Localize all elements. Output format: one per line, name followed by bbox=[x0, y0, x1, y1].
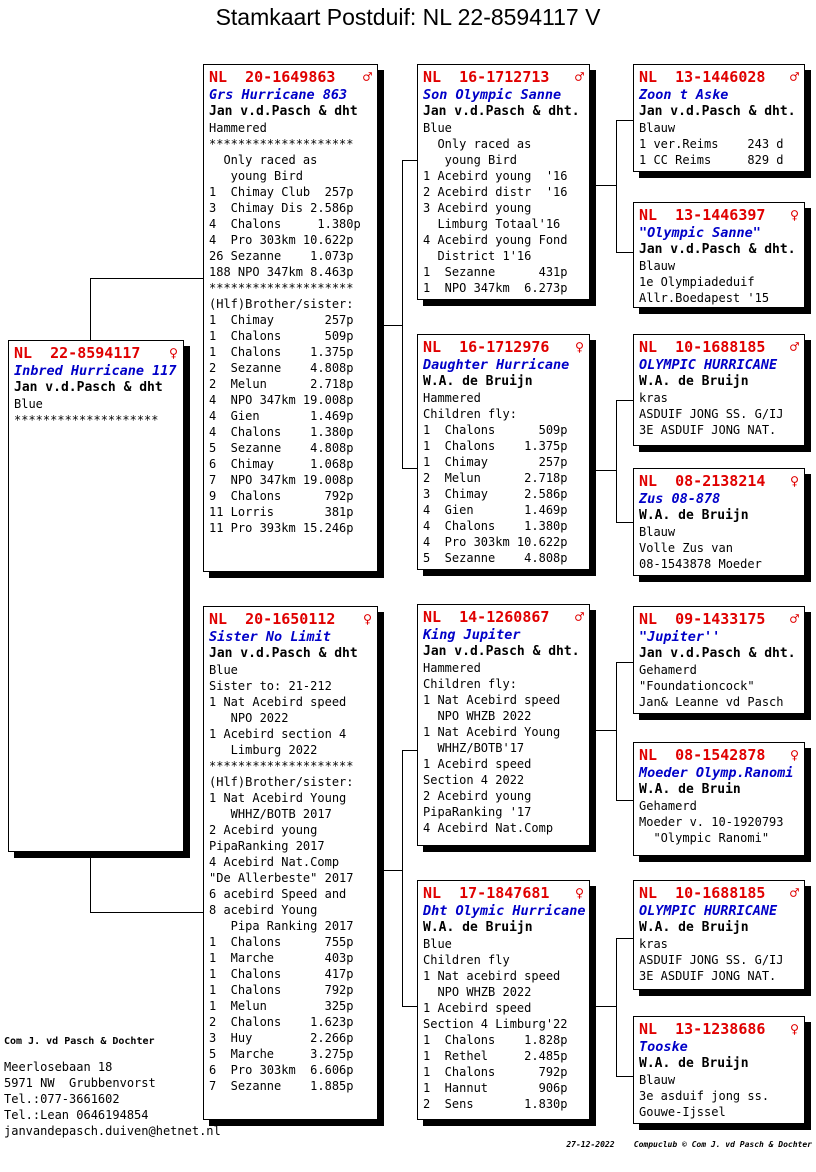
card-line: 1 Nat acebird speed bbox=[423, 969, 561, 983]
sex-icon: ♀ bbox=[574, 884, 584, 902]
connector bbox=[90, 278, 203, 279]
pigeon-card-ff-sire[interactable] bbox=[633, 64, 805, 172]
pigeon-name: Grs Hurricane 863 bbox=[209, 87, 348, 103]
card-line: 6 acebird Speed and bbox=[209, 887, 347, 901]
card-line: 26 Sezanne 1.073p bbox=[209, 249, 354, 263]
card-line: Blauw bbox=[639, 259, 676, 273]
card-line: 4 Chalons 1.380p bbox=[209, 425, 354, 439]
card-header bbox=[639, 337, 799, 357]
card-line: Blue bbox=[423, 937, 452, 951]
sex-icon: ♀ bbox=[789, 206, 799, 224]
card-header bbox=[639, 745, 799, 765]
connector bbox=[616, 522, 633, 523]
card-header bbox=[423, 883, 584, 903]
pigeon-name: "Jupiter'' bbox=[639, 629, 721, 645]
card-line: 2 Melun 2.718p bbox=[423, 471, 568, 485]
sex-icon: ♀ bbox=[789, 472, 799, 490]
connector bbox=[402, 160, 417, 161]
card-line: Limburg 2022 bbox=[209, 743, 318, 757]
card-line: 1e Olympiadeduif bbox=[639, 275, 755, 289]
connector bbox=[616, 400, 633, 401]
card-line: 1 Acebird speed bbox=[423, 1001, 532, 1015]
pigeon-card-mother[interactable] bbox=[203, 606, 378, 1120]
connector bbox=[402, 750, 403, 1006]
owner-name: Jan v.d.Pasch & dht bbox=[209, 104, 358, 119]
connector bbox=[596, 185, 616, 186]
card-line: Section 4 Limburg'22 bbox=[423, 1017, 568, 1031]
card-line: Blauw bbox=[639, 525, 676, 539]
card-line: Only raced as bbox=[423, 137, 532, 151]
connector bbox=[596, 1006, 616, 1007]
card-line: 4 NPO 347km 19.008p bbox=[209, 393, 354, 407]
card-line: Hammered bbox=[209, 121, 267, 135]
card-line: 3 Acebird young bbox=[423, 201, 532, 215]
sex-icon: ♂ bbox=[362, 68, 372, 86]
sex-icon: ♂ bbox=[789, 338, 799, 356]
card-line: (Hlf)Brother/sister: bbox=[209, 297, 354, 311]
connector bbox=[384, 870, 402, 871]
card-line: 1 Chimay Club 257p bbox=[209, 185, 354, 199]
owner-name: Jan v.d.Pasch & dht bbox=[14, 380, 163, 395]
pigeon-name: OLYMPIC HURRICANE bbox=[639, 903, 778, 919]
card-line: "Foundationcock" bbox=[639, 679, 755, 693]
owner-name: Jan v.d.Pasch & dht. bbox=[639, 104, 796, 119]
connector bbox=[402, 160, 403, 468]
connector bbox=[616, 120, 633, 121]
ring-number: NL 08-2138214 bbox=[639, 472, 766, 490]
pigeon-card-fm-sire[interactable] bbox=[633, 334, 805, 446]
pigeon-name: Moeder Olymp.Ranomi bbox=[639, 765, 794, 781]
owner-name: W.A. de Bruijn bbox=[423, 374, 533, 389]
card-line: 3e asduif jong ss. bbox=[639, 1089, 770, 1103]
card-line: 4 Acebird Nat.Comp bbox=[423, 821, 554, 835]
connector bbox=[616, 400, 617, 522]
footer-address-street: Meerlosebaan 18 bbox=[4, 1060, 113, 1074]
connector bbox=[616, 120, 617, 252]
card-line: 3E ASDUIF JONG NAT. bbox=[639, 969, 777, 983]
card-line: PipaRanking '17 bbox=[423, 805, 532, 819]
ring-number: NL 09-1433175 bbox=[639, 610, 766, 628]
owner-name: Jan v.d.Pasch & dht. bbox=[639, 242, 796, 257]
sex-icon: ♂ bbox=[789, 884, 799, 902]
card-line: 4 Chalons 1.380p bbox=[209, 217, 361, 231]
card-line: 1 ver.Reims 243 d bbox=[639, 137, 784, 151]
ring-number: NL 08-1542878 bbox=[639, 746, 766, 764]
pigeon-name: OLYMPIC HURRICANE bbox=[639, 357, 778, 373]
card-line: Blauw bbox=[639, 121, 676, 135]
ring-number: NL 10-1688185 bbox=[639, 884, 766, 902]
card-line: NPO WHZB 2022 bbox=[423, 709, 532, 723]
card-line: ASDUIF JONG SS. G/IJ bbox=[639, 953, 784, 967]
connector bbox=[90, 912, 203, 913]
owner-name: W.A. de Bruin bbox=[639, 782, 741, 797]
card-line: Moeder v. 10-1920793 bbox=[639, 815, 784, 829]
connector bbox=[616, 938, 617, 1076]
connector bbox=[402, 1006, 417, 1007]
pigeon-card-mother-dam[interactable] bbox=[417, 880, 590, 1120]
card-line: 5 Marche 3.275p bbox=[209, 1047, 354, 1061]
card-line: 1 Marche 403p bbox=[209, 951, 354, 965]
card-line: 2 Acebird distr '16 bbox=[423, 185, 568, 199]
card-line: 1 CC Reims 829 d bbox=[639, 153, 784, 167]
card-line: 188 NPO 347km 8.463p bbox=[209, 265, 354, 279]
card-line: 1 Nat Acebird speed bbox=[209, 695, 347, 709]
connector bbox=[402, 468, 417, 469]
card-line: Hammered bbox=[423, 391, 481, 405]
card-line: Children fly: bbox=[423, 677, 517, 691]
card-line: 1 Melun 325p bbox=[209, 999, 354, 1013]
card-line: 8 acebird Young bbox=[209, 903, 318, 917]
connector bbox=[616, 938, 633, 939]
card-line: 1 Chalons 1.375p bbox=[209, 345, 354, 359]
card-line: 1 Acebird young '16 bbox=[423, 169, 568, 183]
footer-address-city: 5971 NW Grubbenvorst bbox=[4, 1076, 156, 1090]
card-header bbox=[14, 343, 178, 363]
card-line: ASDUIF JONG SS. G/IJ bbox=[639, 407, 784, 421]
pigeon-name: Dht Olymic Hurricane bbox=[423, 903, 586, 919]
sex-icon: ♀ bbox=[574, 338, 584, 356]
card-line: 1 Chalons 792p bbox=[423, 1065, 568, 1079]
card-line: 1 Chalons 509p bbox=[209, 329, 354, 343]
card-line: "Olympic Ranomi" bbox=[639, 831, 770, 845]
card-line: Volle Zus van bbox=[639, 541, 733, 555]
card-line: 1 Chimay 257p bbox=[423, 455, 568, 469]
card-line: 2 Sens 1.830p bbox=[423, 1097, 568, 1111]
card-line: 2 Acebird young bbox=[423, 789, 532, 803]
card-line: 3E ASDUIF JONG NAT. bbox=[639, 423, 777, 437]
pigeon-card-mother-sire[interactable] bbox=[417, 604, 590, 846]
connector bbox=[616, 1076, 633, 1077]
card-line: 4 Pro 303km 10.622p bbox=[209, 233, 354, 247]
card-line: 1 Nat Acebird Young bbox=[423, 725, 561, 739]
connector bbox=[616, 662, 633, 663]
card-line: Limburg Totaal'16 bbox=[423, 217, 561, 231]
card-line: Children fly bbox=[423, 953, 510, 967]
pigeon-name: Son Olympic Sanne bbox=[423, 87, 562, 103]
card-line: (Hlf)Brother/sister: bbox=[209, 775, 354, 789]
card-header bbox=[639, 883, 799, 903]
card-line: 1 Nat Acebird speed bbox=[423, 693, 561, 707]
card-line: 1 Chalons 417p bbox=[209, 967, 354, 981]
card-line: 1 Sezanne 431p bbox=[423, 265, 568, 279]
pigeon-card-ff-dam[interactable] bbox=[633, 202, 805, 308]
connector bbox=[596, 470, 616, 471]
pigeon-name: King Jupiter bbox=[423, 627, 521, 643]
sex-icon: ♀ bbox=[168, 344, 178, 362]
owner-name: W.A. de Bruijn bbox=[639, 374, 749, 389]
card-line: kras bbox=[639, 391, 668, 405]
card-line: 1 Chalons 1.375p bbox=[423, 439, 568, 453]
footer-company: Com J. vd Pasch & Dochter bbox=[4, 1036, 155, 1047]
connector bbox=[90, 278, 91, 340]
page-title: Stamkaart Postduif: NL 22-8594117 V bbox=[215, 4, 601, 30]
sex-icon: ♀ bbox=[362, 610, 372, 628]
ring-number: NL 20-1650112 bbox=[209, 610, 336, 628]
card-line: Sister to: 21-212 bbox=[209, 679, 332, 693]
card-line: kras bbox=[639, 937, 668, 951]
pigeon-name: Daughter Hurricane bbox=[423, 357, 570, 373]
card-line: 4 Gien 1.469p bbox=[209, 409, 354, 423]
card-header bbox=[639, 1019, 799, 1039]
card-line: 6 Chimay 1.068p bbox=[209, 457, 354, 471]
sex-icon: ♂ bbox=[789, 68, 799, 86]
card-line: 3 Chimay 2.586p bbox=[423, 487, 568, 501]
ring-number: NL 20-1649863 bbox=[209, 68, 336, 86]
owner-name: Jan v.d.Pasch & dht. bbox=[639, 646, 796, 661]
card-line: Section 4 2022 bbox=[423, 773, 525, 787]
pigeon-name: Tooske bbox=[639, 1039, 688, 1055]
card-line: 1 Chalons 509p bbox=[423, 423, 568, 437]
card-line: NPO 2022 bbox=[209, 711, 289, 725]
footer-phone-2: Tel.:Lean 0646194854 bbox=[4, 1108, 149, 1122]
card-line: PipaRanking 2017 bbox=[209, 839, 325, 853]
card-line: ******************** bbox=[209, 281, 354, 295]
card-line: ******************** bbox=[209, 759, 354, 773]
card-line: Allr.Boedapest '15 bbox=[639, 291, 770, 305]
sex-icon: ♀ bbox=[789, 1020, 799, 1038]
card-line: 1 Rethel 2.485p bbox=[423, 1049, 568, 1063]
ring-number: NL 22-8594117 bbox=[14, 344, 141, 362]
card-line: 1 Acebird section 4 bbox=[209, 727, 347, 741]
pigeon-card-fm-dam[interactable] bbox=[633, 468, 805, 576]
card-line: 7 Sezanne 1.885p bbox=[209, 1079, 354, 1093]
card-line: 1 Chimay 257p bbox=[209, 313, 354, 327]
card-line: 4 Gien 1.469p bbox=[423, 503, 568, 517]
ring-number: NL 17-1847681 bbox=[423, 884, 550, 902]
card-line: Blue bbox=[209, 663, 238, 677]
pigeon-card-father-dam[interactable] bbox=[417, 334, 590, 570]
card-line: 2 Sezanne 4.808p bbox=[209, 361, 354, 375]
card-line: ******************** bbox=[209, 137, 354, 151]
pigeon-card-mm-sire[interactable] bbox=[633, 880, 805, 990]
connector bbox=[616, 800, 633, 801]
ring-number: NL 10-1688185 bbox=[639, 338, 766, 356]
footer-phone-1: Tel.:077-3661602 bbox=[4, 1092, 120, 1106]
card-line: WHHZ/BOTB'17 bbox=[423, 741, 525, 755]
print-info: 27-12-2022 Compuclub © Com J. vd Pasch & Dochter bbox=[566, 1140, 812, 1149]
owner-name: Jan v.d.Pasch & dht. bbox=[423, 644, 580, 659]
pigeon-name: Zoon t Aske bbox=[639, 87, 729, 103]
card-line: Blauw bbox=[639, 1073, 676, 1087]
card-header bbox=[209, 609, 372, 629]
pigeon-card-mm-dam[interactable] bbox=[633, 1016, 805, 1124]
card-line: 3 Chimay Dis 2.586p bbox=[209, 201, 354, 215]
card-header bbox=[639, 67, 799, 87]
card-line: 1 Hannut 906p bbox=[423, 1081, 568, 1095]
card-line: 9 Chalons 792p bbox=[209, 489, 354, 503]
card-line: Only raced as bbox=[209, 153, 318, 167]
owner-name: Jan v.d.Pasch & dht. bbox=[423, 104, 580, 119]
card-line: 4 Chalons 1.380p bbox=[423, 519, 568, 533]
pigeon-name: "Olympic Sanne" bbox=[639, 225, 761, 241]
owner-name: W.A. de Bruijn bbox=[639, 1056, 749, 1071]
card-line: 5 Sezanne 4.808p bbox=[423, 551, 568, 565]
owner-name: W.A. de Bruijn bbox=[639, 920, 749, 935]
pigeon-name: Sister No Limit bbox=[209, 629, 331, 645]
card-line: 4 Acebird young Fond bbox=[423, 233, 568, 247]
card-line: 2 Chalons 1.623p bbox=[209, 1015, 354, 1029]
card-header bbox=[639, 609, 799, 629]
card-line: WHHZ/BOTB 2017 bbox=[209, 807, 332, 821]
card-header bbox=[639, 205, 799, 225]
card-line: 1 Acebird speed bbox=[423, 757, 532, 771]
card-line: young Bird bbox=[209, 169, 303, 183]
card-header bbox=[209, 67, 372, 87]
card-line: 6 Pro 303km 6.606p bbox=[209, 1063, 354, 1077]
owner-name: W.A. de Bruijn bbox=[423, 920, 533, 935]
pigeon-card-father-sire[interactable] bbox=[417, 64, 590, 300]
card-line: 3 Huy 2.266p bbox=[209, 1031, 354, 1045]
card-line: 1 Nat Acebird Young bbox=[209, 791, 347, 805]
connector bbox=[90, 852, 91, 912]
connector bbox=[384, 325, 402, 326]
ring-number: NL 13-1446028 bbox=[639, 68, 766, 86]
card-line: 4 Pro 303km 10.622p bbox=[423, 535, 568, 549]
ring-number: NL 16-1712713 bbox=[423, 68, 550, 86]
card-line: Blue bbox=[423, 121, 452, 135]
card-line: Gehamerd bbox=[639, 663, 697, 677]
ring-number: NL 14-1260867 bbox=[423, 608, 550, 626]
card-line: 4 Acebird Nat.Comp bbox=[209, 855, 340, 869]
connector bbox=[616, 662, 617, 800]
card-line: 5 Sezanne 4.808p bbox=[209, 441, 354, 455]
card-line: Hammered bbox=[423, 661, 481, 675]
card-line: District 1'16 bbox=[423, 249, 532, 263]
pigeon-card-father[interactable] bbox=[203, 64, 378, 572]
card-line: 1 Chalons 1.828p bbox=[423, 1033, 568, 1047]
card-line: Gehamerd bbox=[639, 799, 697, 813]
card-line: 2 Melun 2.718p bbox=[209, 377, 354, 391]
card-line: 11 Lorris 381p bbox=[209, 505, 354, 519]
pigeon-card-mf-sire[interactable] bbox=[633, 606, 805, 714]
card-line: 1 NPO 347km 6.273p bbox=[423, 281, 568, 295]
connector bbox=[596, 730, 616, 731]
sex-icon: ♂ bbox=[789, 610, 799, 628]
pigeon-card-mf-dam[interactable] bbox=[633, 742, 805, 856]
card-header bbox=[423, 337, 584, 357]
card-line: "De Allerbeste" 2017 bbox=[209, 871, 354, 885]
card-line: ******************** bbox=[14, 413, 159, 427]
card-line: Jan& Leanne vd Pasch bbox=[639, 695, 784, 709]
card-line: 11 Pro 393km 15.246p bbox=[209, 521, 354, 535]
card-header bbox=[423, 607, 584, 627]
card-header bbox=[639, 471, 799, 491]
owner-name: Jan v.d.Pasch & dht bbox=[209, 646, 358, 661]
card-line: NPO WHZB 2022 bbox=[423, 985, 532, 999]
pigeon-card-subject[interactable] bbox=[8, 340, 184, 852]
card-line: Pipa Ranking 2017 bbox=[209, 919, 354, 933]
pigeon-name: Inbred Hurricane 117 bbox=[14, 363, 177, 379]
card-line: 2 Acebird young bbox=[209, 823, 318, 837]
footer-email[interactable]: janvandepasch.duiven@hetnet.nl bbox=[4, 1124, 221, 1138]
ring-number: NL 16-1712976 bbox=[423, 338, 550, 356]
sex-icon: ♂ bbox=[574, 608, 584, 626]
card-line: Children fly: bbox=[423, 407, 517, 421]
card-line: 1 Chalons 792p bbox=[209, 983, 354, 997]
card-header bbox=[423, 67, 584, 87]
connector bbox=[616, 252, 633, 253]
pigeon-name: Zus 08-878 bbox=[639, 491, 721, 507]
sex-icon: ♀ bbox=[789, 746, 799, 764]
card-line: Gouwe-Ijssel bbox=[639, 1105, 726, 1119]
card-line: 08-1543878 Moeder bbox=[639, 557, 762, 571]
owner-name: W.A. de Bruijn bbox=[639, 508, 749, 523]
card-line: Blue bbox=[14, 397, 43, 411]
card-line: 7 NPO 347km 19.008p bbox=[209, 473, 354, 487]
card-line: 1 Chalons 755p bbox=[209, 935, 354, 949]
sex-icon: ♂ bbox=[574, 68, 584, 86]
ring-number: NL 13-1446397 bbox=[639, 206, 766, 224]
connector bbox=[402, 750, 417, 751]
card-line: young Bird bbox=[423, 153, 517, 167]
ring-number: NL 13-1238686 bbox=[639, 1020, 766, 1038]
